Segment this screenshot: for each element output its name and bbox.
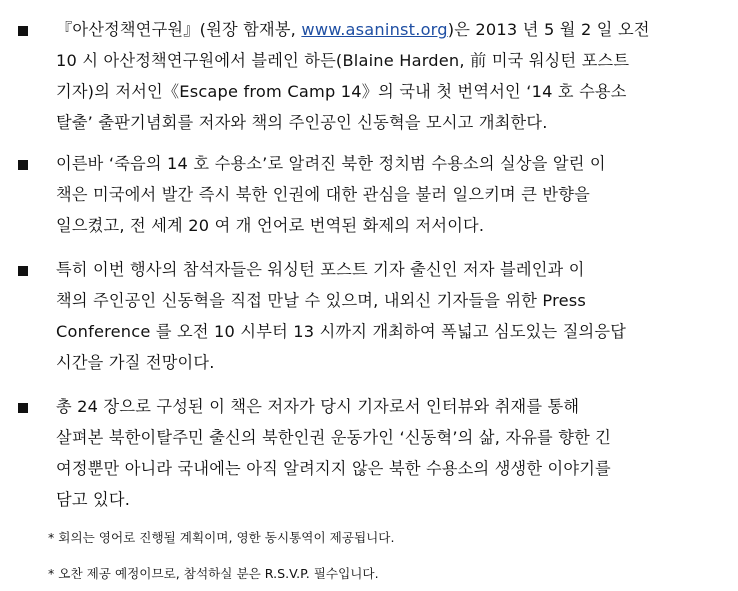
- paragraph-line: 특히 이번 행사의 참석자들은 워싱턴 포스트 기자 출신인 저자 블레인과 이: [56, 260, 585, 279]
- paragraph-line: 책의 주인공인 신동혁을 직접 만날 수 있으며, 내외신 기자들을 위한 Press: [56, 291, 587, 310]
- paragraph-line: [56, 20, 650, 40]
- line-text-pre: 『아산정책연구원』(원장 함재봉,: [56, 20, 302, 39]
- paragraph-line: 담고 있다.: [56, 490, 131, 509]
- paragraph-line: 일으켰고, 전 세계 20 여 개 언어로 번역된 화제의 저서이다.: [56, 216, 485, 235]
- paragraph-line: 책은 미국에서 발간 즉시 북한 인권에 대한 관심을 불러 일으키며 큰 반향을: [56, 185, 590, 204]
- bullet-marker: [18, 26, 28, 36]
- paragraph-line: 총 24 장으로 구성된 이 책은 저자가 당시 기자로서 인터뷰와 취재를 통해: [56, 397, 580, 416]
- bullet-marker: [18, 266, 28, 276]
- bullet-marker: [18, 160, 28, 170]
- paragraph-line: 이른바 ‘죽음의 14 호 수용소’로 알려진 북한 정치범 수용소의 실상을 알린 이: [56, 154, 606, 173]
- paragraph-line: 시간을 가질 전망이다.: [56, 353, 215, 372]
- note-interpretation: * 회의는 영어로 진행될 계획이며, 영한 동시통역이 제공됩니다.: [48, 530, 395, 545]
- line-text-post: )은 2013 년 5 월 2 일 오전: [447, 20, 650, 39]
- paragraph-line: Conference 를 오전 10 시부터 13 시까지 개최하여 폭넓고 심도있는 질의응답: [56, 322, 627, 341]
- paragraph-line: 탈출’ 출판기념회를 저자와 책의 주인공인 신동혁을 모시고 개최한다.: [56, 113, 548, 132]
- paragraph-line: 10 시 아산정책연구원에서 블레인 하든(Blaine Harden, 前 미국 워싱턴 포스트: [56, 51, 630, 70]
- bullet-marker: [18, 403, 28, 413]
- note-rsvp: * 오찬 제공 예정이므로, 참석하실 분은 R.S.V.P. 필수입니다.: [48, 566, 379, 581]
- paragraph-line: 기자)의 저서인《Escape from Camp 14》의 국내 첫 번역서인 ‘14 호 수용소: [56, 82, 627, 101]
- asan-website-link[interactable]: www.asaninst.org: [301, 20, 448, 39]
- paragraph-line: 여정뿐만 아니라 국내에는 아직 알려지지 않은 북한 수용소의 생생한 이야기를: [56, 459, 611, 478]
- paragraph-line: 살펴본 북한이탈주민 출신의 북한인권 운동가인 ‘신동혁’의 삶, 자유를 향한 긴: [56, 428, 612, 447]
